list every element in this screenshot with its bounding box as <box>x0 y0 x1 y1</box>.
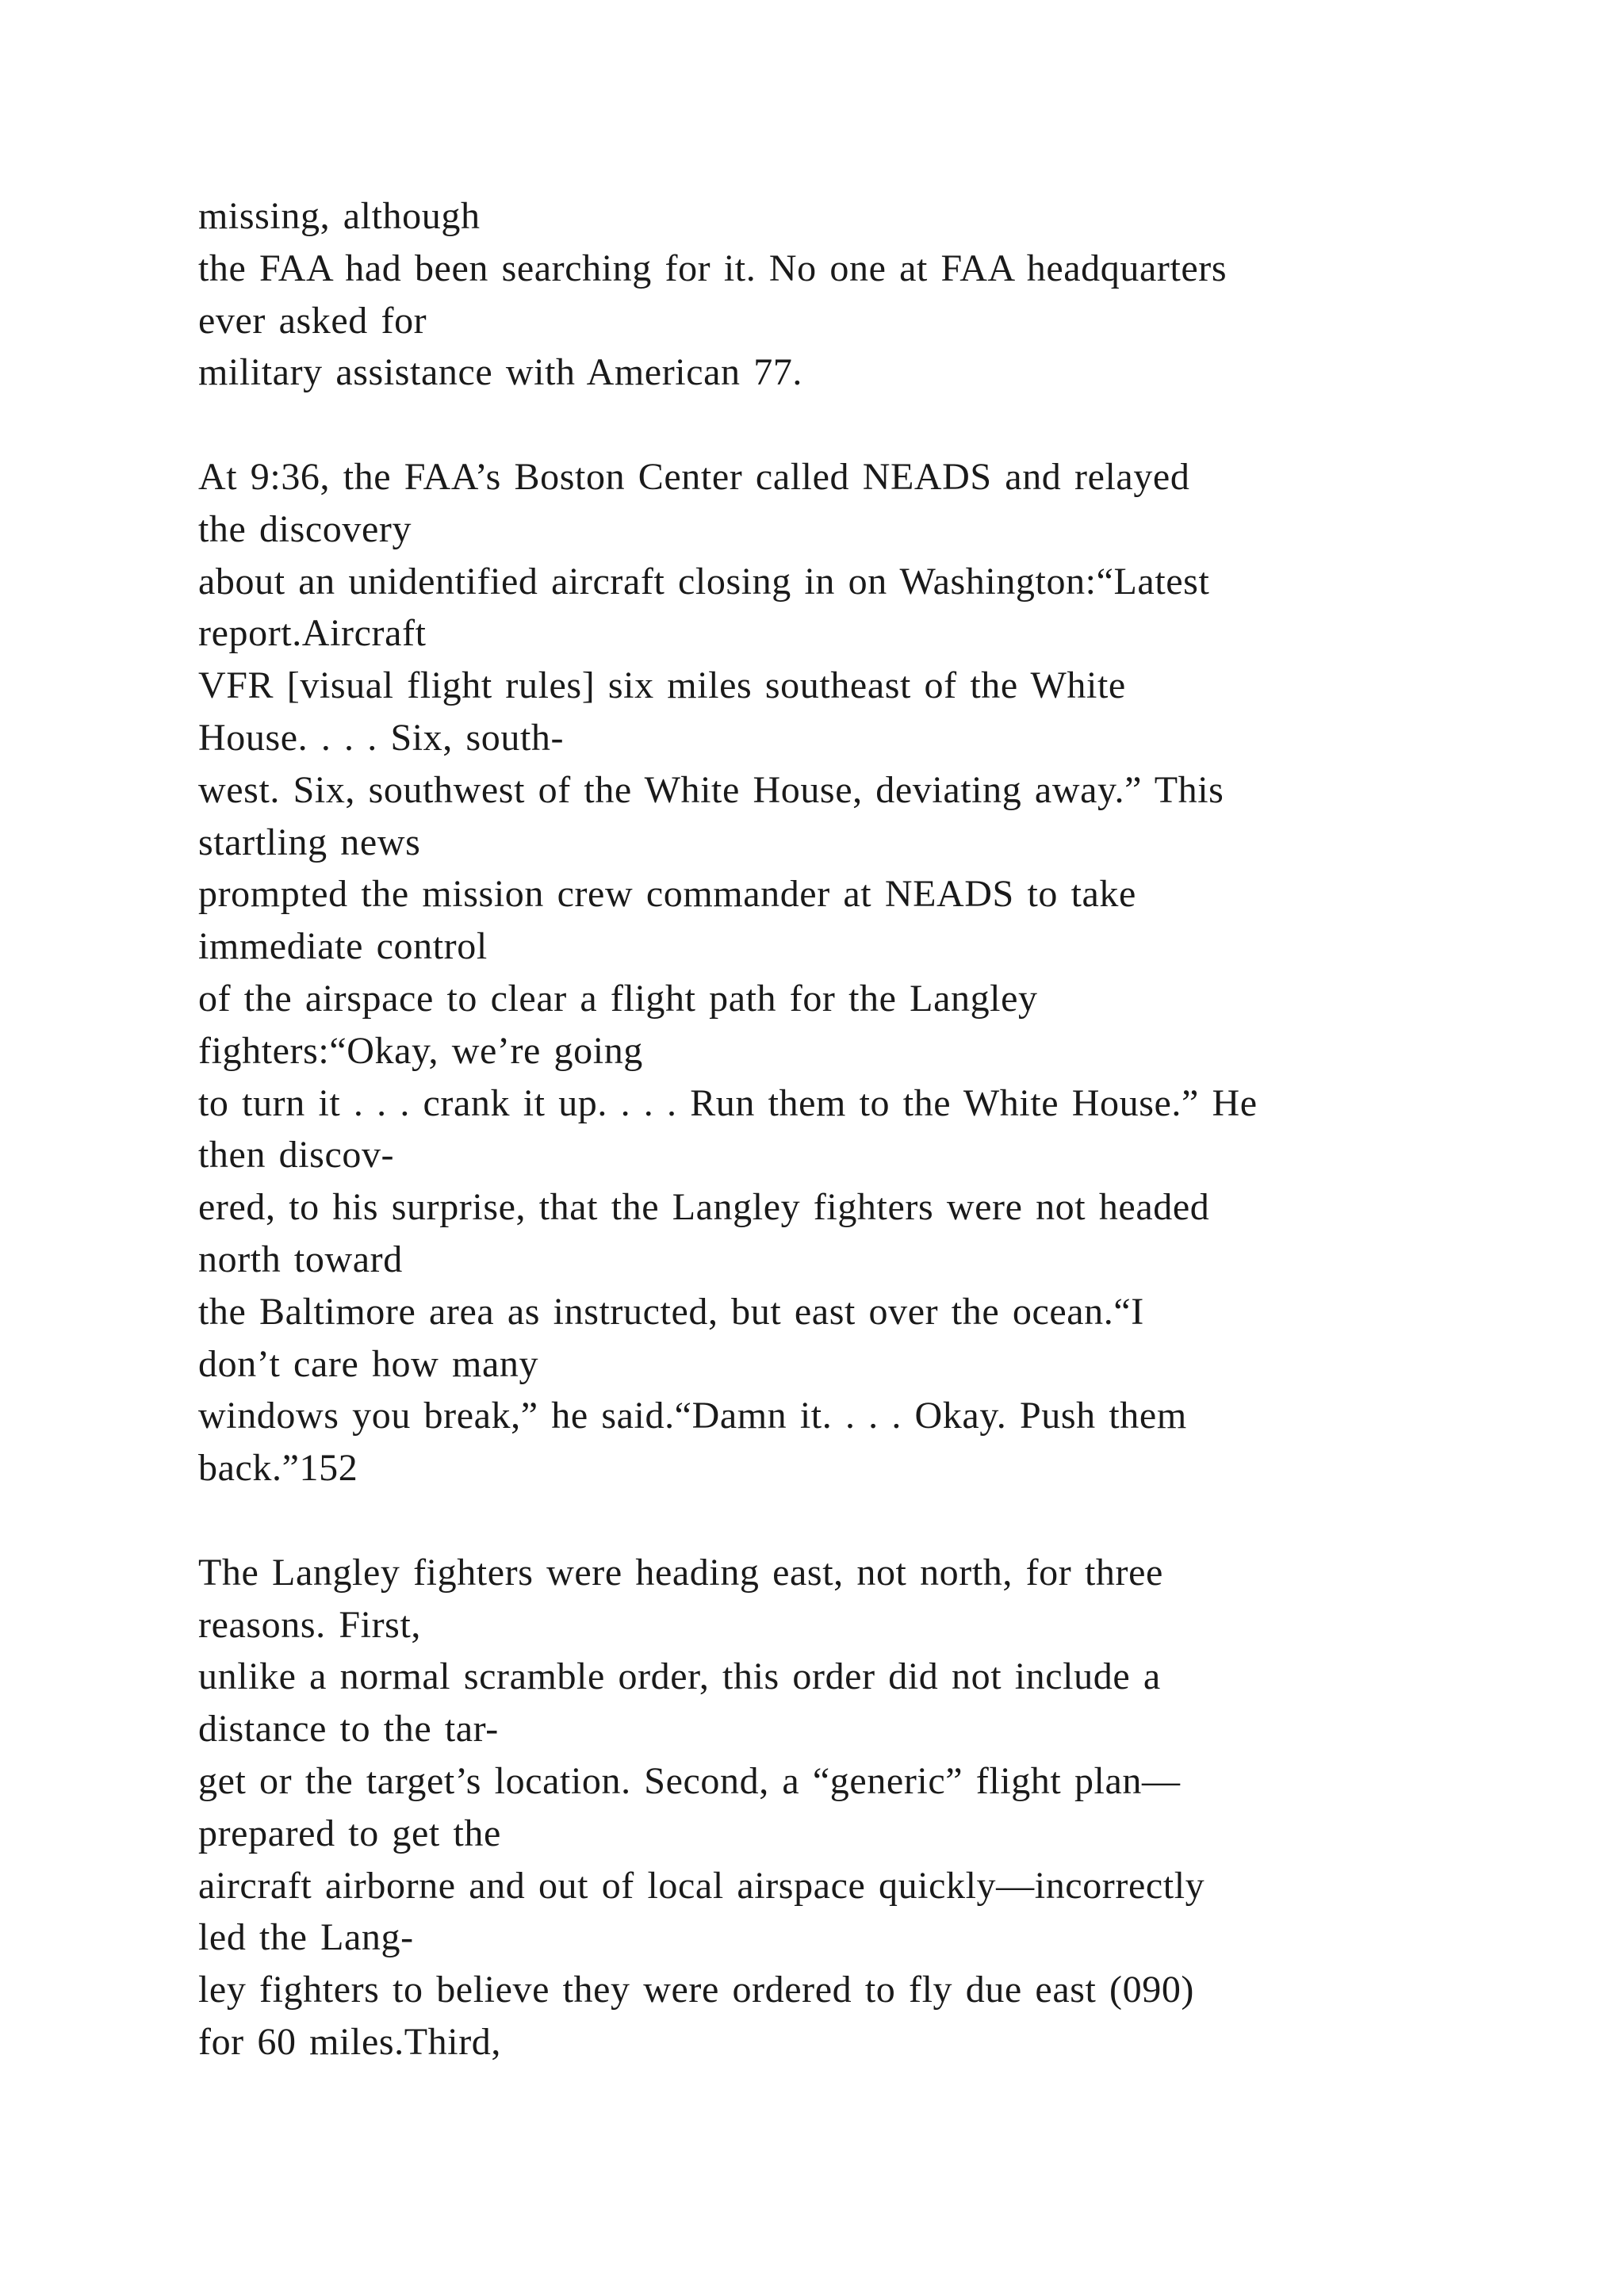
document-body <box>198 190 1499 2068</box>
text-line: missing, although <box>198 195 481 237</box>
text-line: the Baltimore area as instructed, but east over the ocean.“I <box>198 1290 1144 1333</box>
text-line: immediate control <box>198 925 488 968</box>
text-line: military assistance with American 77. <box>198 351 803 394</box>
text-line: ered, to his surprise, that the Langley fighters were not headed <box>198 1186 1210 1229</box>
text-line: don’t care how many <box>198 1342 539 1385</box>
text-line: ley fighters to believe they were ordered to fly due east (090) <box>198 1969 1195 2011</box>
text-line: prepared to get the <box>198 1812 501 1854</box>
text-line: led the Lang- <box>198 1916 414 1959</box>
text-line: about an unidentified aircraft closing in on Washington:“Latest <box>198 560 1210 603</box>
text-line: for 60 miles.Third, <box>198 2020 502 2063</box>
text-line: ever asked for <box>198 299 427 342</box>
text-line: get or the target’s location. Second, a “generic” flight plan— <box>198 1759 1181 1802</box>
text-line: startling news <box>198 821 421 863</box>
text-line: fighters:“Okay, we’re going <box>198 1029 643 1072</box>
text-line: At 9:36, the FAA’s Boston Center called NEADS and relayed <box>198 455 1190 498</box>
text-line: distance to the tar- <box>198 1708 499 1751</box>
text-line: of the airspace to clear a flight path for the Langley <box>198 977 1038 1020</box>
paragraph <box>198 451 1499 1494</box>
paragraph <box>198 190 1499 399</box>
text-line: House. . . . Six, south- <box>198 716 565 759</box>
text-line: windows you break,” he said.“Damn it. . . . Okay. Push them <box>198 1395 1187 1437</box>
text-line: The Langley fighters were heading east, not north, for three <box>198 1551 1163 1594</box>
text-line: then discov- <box>198 1134 395 1177</box>
text-line: to turn it . . . crank it up. . . . Run them to the White House.” He <box>198 1081 1258 1124</box>
text-line: the discovery <box>198 507 412 550</box>
paragraph <box>198 1547 1499 2068</box>
text-line: report.Aircraft <box>198 612 427 655</box>
text-line: prompted the mission crew commander at NEADS to take <box>198 873 1136 916</box>
text-line: unlike a normal scramble order, this order did not include a <box>198 1655 1161 1698</box>
text-line: back.”152 <box>198 1447 358 1490</box>
text-line: west. Six, southwest of the White House, deviating away.” This <box>198 768 1224 811</box>
text-line: north toward <box>198 1238 403 1280</box>
text-line: reasons. First, <box>198 1603 421 1646</box>
text-line: VFR [visual flight rules] six miles southeast of the White <box>198 664 1126 707</box>
paragraph-gap <box>198 1494 1499 1547</box>
paragraph-gap <box>198 399 1499 451</box>
text-line: aircraft airborne and out of local airspace quickly—incorrectly <box>198 1864 1205 1907</box>
text-line: the FAA had been searching for it. No one at FAA headquarters <box>198 247 1228 289</box>
